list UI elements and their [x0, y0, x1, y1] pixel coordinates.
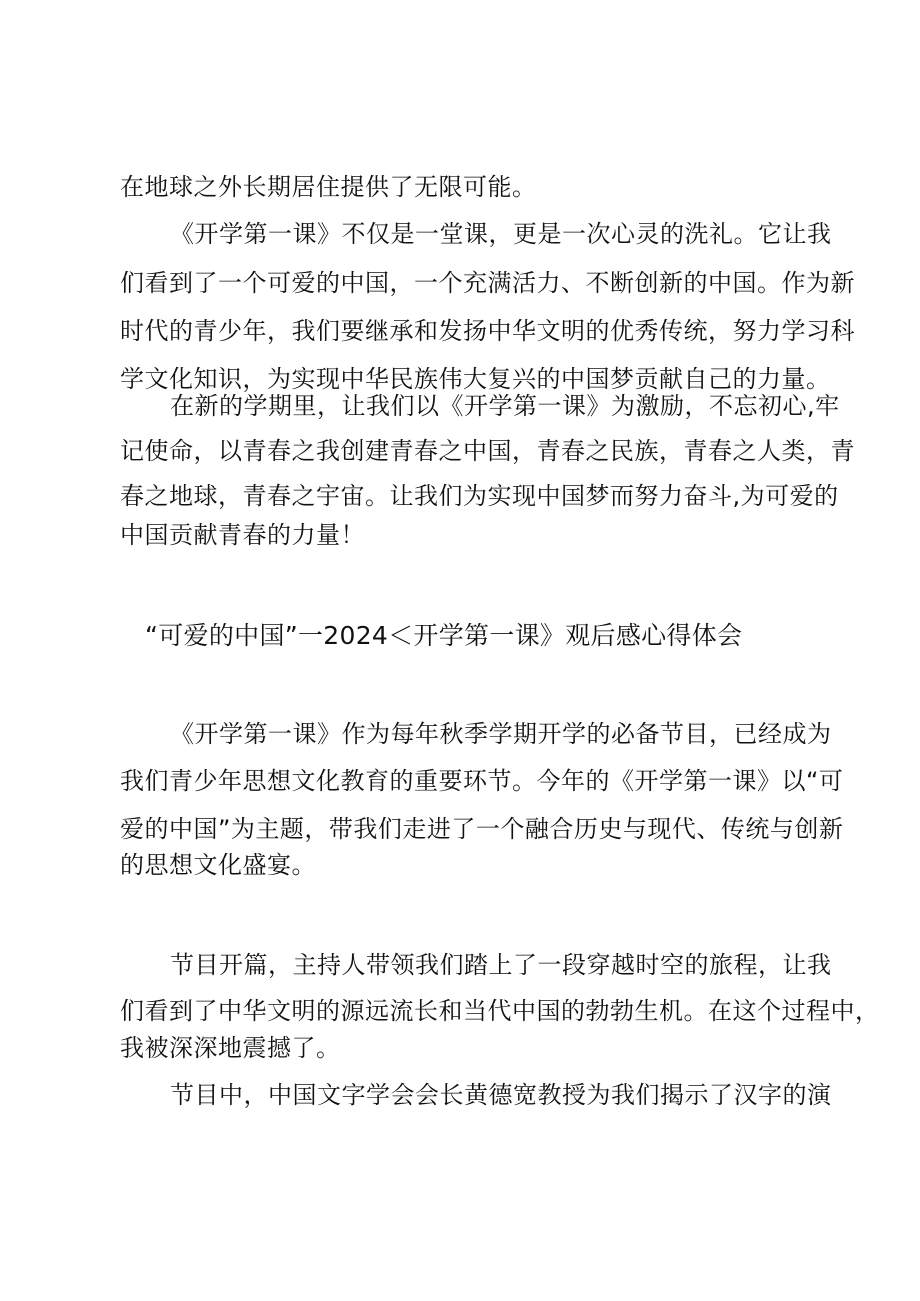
- paragraph-line: 中国贡献青春的力量！: [120, 521, 365, 549]
- paragraph-line: 节目中，中国文字学会会长黄德宽教授为我们揭示了汉字的演: [170, 1081, 832, 1109]
- paragraph-line: 《开学第一课》不仅是一堂课，更是一次心灵的洗礼。它让我: [170, 220, 832, 248]
- paragraph-line: 的思想文化盛宴。: [120, 851, 316, 879]
- paragraph-line: 时代的青少年，我们要继承和发扬中华文明的优秀传统，努力学习科: [120, 317, 855, 345]
- paragraph-line: 春之地球，青春之宇宙。让我们为实现中国梦而努力奋斗,为可爱的: [120, 482, 839, 510]
- paragraph-line: 我被深深地震撼了。: [120, 1034, 341, 1062]
- paragraph-line: 爱的中国”为主题，带我们走进了一个融合历史与现代、传统与创新: [120, 815, 844, 843]
- paragraph-line: 们看到了一个可爱的中国，一个充满活力、不断创新的中国。作为新: [120, 269, 855, 297]
- article-title: “可爱的中国”一2024＜开学第一课》观后感心得体会: [145, 621, 743, 650]
- paragraph-line: 我们青少年思想文化教育的重要环节。今年的《开学第一课》以“可: [120, 767, 844, 795]
- paragraph-line: 节目开篇，主持人带领我们踏上了一段穿越时空的旅程，让我: [170, 951, 832, 979]
- paragraph-line: 在新的学期里，让我们以《开学第一课》为激励，不忘初心,牢: [170, 392, 840, 420]
- paragraph-line: 记使命，以青春之我创建青春之中国，青春之民族，青春之人类，青: [120, 437, 855, 465]
- paragraph-line: 们看到了中华文明的源远流长和当代中国的勃勃生机。在这个过程中，: [120, 997, 880, 1025]
- paragraph-line: 在地球之外长期居住提供了无限可能。: [120, 173, 537, 201]
- paragraph-line: 学文化知识，为实现中华民族伟大复兴的中国梦贡献自己的力量。: [120, 365, 831, 393]
- paragraph-line: 《开学第一课》作为每年秋季学期开学的必备节目，已经成为: [170, 720, 832, 748]
